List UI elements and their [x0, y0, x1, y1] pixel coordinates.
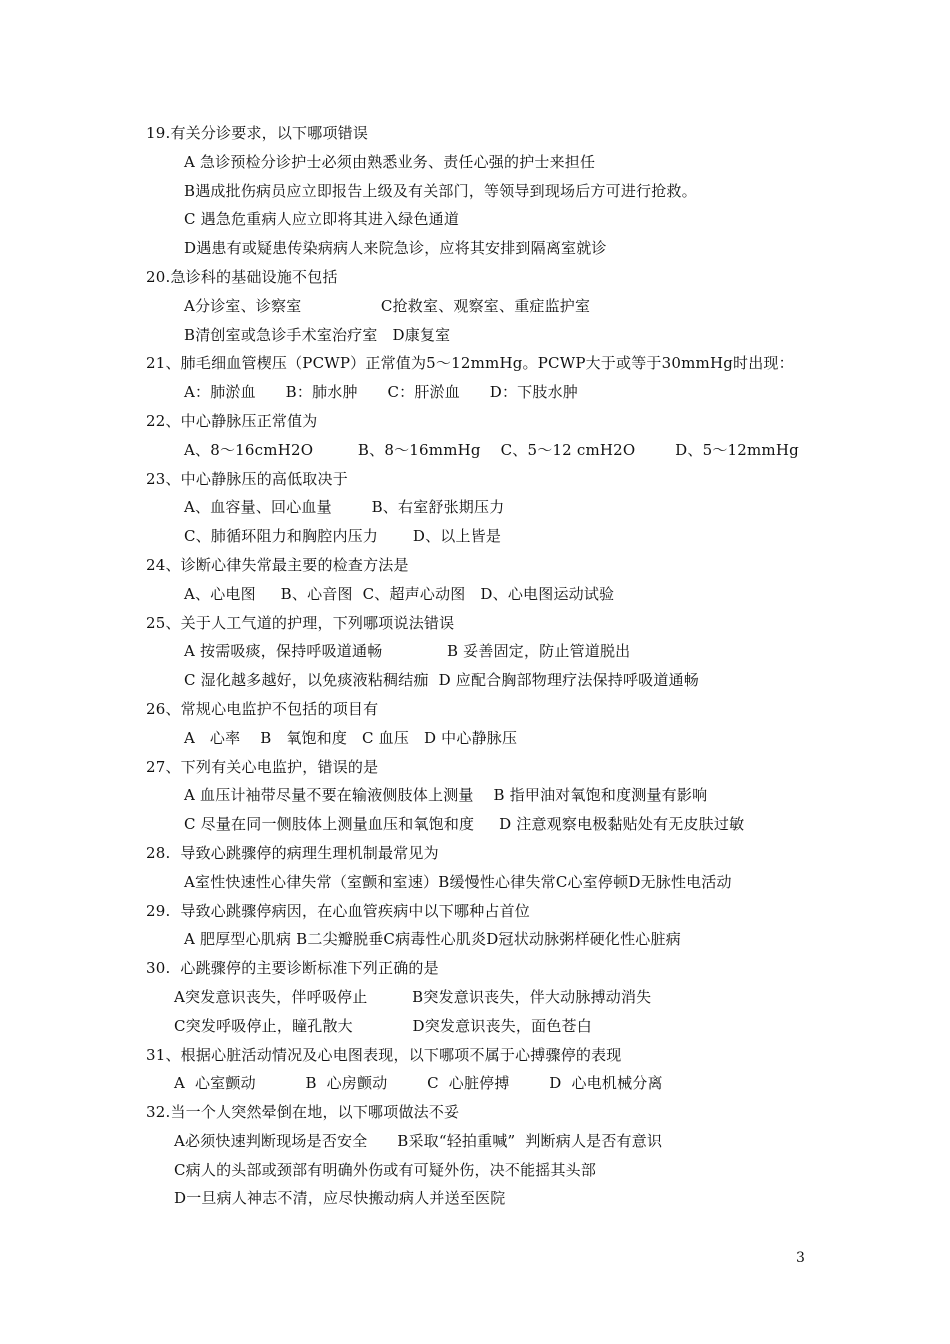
question-stem: 24、诊断心律失常最主要的检查方法是 [146, 555, 409, 574]
question-stem: 21、肺毛细血管楔压（PCWP）正常值为5～12mmHg。PCWP大于或等于30mmHg时出现： [146, 354, 794, 373]
answer-options: C病人的头部或颈部有明确外伤或有可疑外伤，决不能摇其头部 [174, 1160, 597, 1179]
answer-options: A分诊室、诊察室 C抢救室、观察室、重症监护室 [184, 296, 591, 315]
question-stem: 22、中心静脉压正常值为 [146, 411, 318, 430]
answer-options: A突发意识丧失，伴呼吸停止 B突发意识丧失，伴大动脉搏动消失 [174, 987, 652, 1006]
question-stem: 27、下列有关心电监护，错误的是 [146, 757, 379, 776]
question-stem: 31、根据心脏活动情况及心电图表现，以下哪项不属于心搏骤停的表现 [146, 1045, 622, 1064]
answer-options: A 按需吸痰，保持呼吸道通畅 B 妥善固定，防止管道脱出 [184, 642, 631, 661]
answer-options: C、肺循环阻力和胸腔内压力 D、以上皆是 [184, 527, 502, 546]
answer-options: C 湿化越多越好，以免痰液粘稠结痂 D 应配合胸部物理疗法保持呼吸道通畅 [184, 671, 699, 690]
answer-options: C 遇急危重病人应立即将其进入绿色通道 [184, 210, 460, 229]
answer-options: C 尽量在同一侧肢体上测量血压和氧饱和度 D 注意观察电极黏贴处有无皮肤过敏 [184, 815, 745, 834]
answer-options: C突发呼吸停止，瞳孔散大 D突发意识丧失，面色苍白 [174, 1016, 592, 1035]
answer-options: A室性快速性心律失常（室颤和室速）B缓慢性心律失常C心室停顿D无脉性电活动 [184, 872, 732, 891]
answer-options: A：肺淤血 B：肺水肿 C：肝淤血 D：下肢水肿 [184, 383, 578, 402]
answer-options: D一旦病人神志不清，应尽快搬动病人并送至医院 [174, 1189, 506, 1208]
question-stem: 29. 导致心跳骤停病因，在心血管疾病中以下哪种占首位 [146, 901, 530, 920]
question-stem: 23、中心静脉压的高低取决于 [146, 469, 348, 488]
answer-options: A 心率 B 氧饱和度 C 血压 D 中心静脉压 [184, 728, 518, 747]
answer-options: A 血压计袖带尽量不要在输液侧肢体上测量 B 指甲油对氧饱和度测量有影响 [184, 786, 708, 805]
question-stem: 20.急诊科的基础设施不包括 [146, 267, 338, 286]
answer-options: A、血容量、回心血量 B、右室舒张期压力 [184, 498, 505, 517]
answer-options: A 心室颤动 B 心房颤动 C 心脏停搏 D 心电机械分离 [174, 1074, 663, 1093]
page-number: 3 [796, 1250, 805, 1266]
answer-options: A必须快速判断现场是否安全 B采取“轻拍重喊” 判断病人是否有意识 [174, 1131, 663, 1150]
question-stem: 28. 导致心跳骤停的病理生理机制最常见为 [146, 843, 439, 862]
answer-options: D遇患有或疑患传染病病人来院急诊，应将其安排到隔离室就诊 [184, 239, 607, 258]
answer-options: A 急诊预检分诊护士必须由熟悉业务、责任心强的护士来担任 [184, 152, 596, 171]
answer-options: A、心电图 B、心音图 C、超声心动图 D、心电图运动试验 [184, 584, 615, 603]
question-stem: 25、关于人工气道的护理，下列哪项说法错误 [146, 613, 455, 632]
question-stem: 19.有关分诊要求，以下哪项错误 [146, 124, 369, 142]
answer-options: A、8～16cmH2O B、8～16mmHg C、5～12 cmH2O D、5～12mmHg [184, 440, 799, 459]
question-list [146, 119, 866, 1213]
question-stem: 32.当一个人突然晕倒在地，以下哪项做法不妥 [146, 1103, 460, 1122]
answer-options: A 肥厚型心肌病 B二尖瓣脱垂C病毒性心肌炎D冠状动脉粥样硬化性心脏病 [184, 930, 681, 949]
question-stem: 26、常规心电监护不包括的项目有 [146, 699, 379, 718]
answer-options: B遇成批伤病员应立即报告上级及有关部门，等领导到现场后方可进行抢救。 [184, 181, 697, 200]
answer-options: B清创室或急诊手术室治疗室 D康复室 [184, 325, 451, 344]
question-stem: 30. 心跳骤停的主要诊断标准下列正确的是 [146, 959, 439, 978]
